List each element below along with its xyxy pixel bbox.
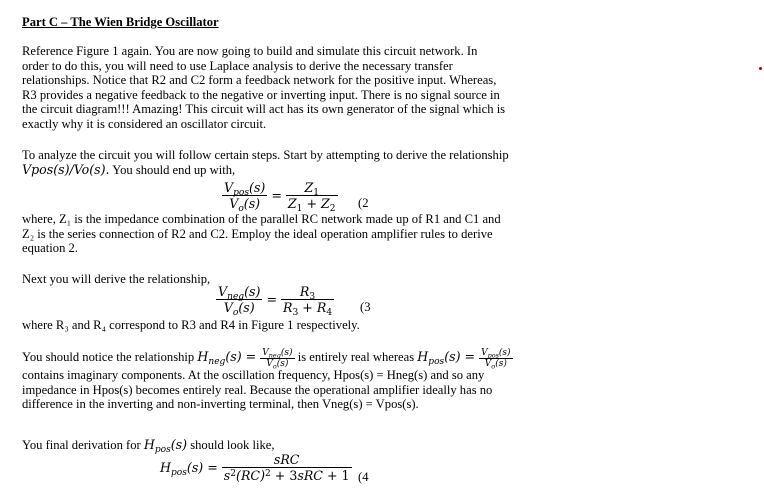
text-line: where R₃ and R₄ correspond to R3 and R4 in Figure 1 respectively.: [22, 318, 360, 332]
text-line: Z₂ is the series connection of R2 and C2. Employ the ideal operation amplifier rules to derive: [22, 226, 493, 241]
text-line: impedance in Hpos(s) becomes entirely real. Because the operational amplifier ideally has no: [22, 382, 493, 397]
resistor-paragraph: [22, 318, 532, 333]
intro-paragraph: [22, 44, 532, 132]
text-fragment: You final derivation for: [22, 438, 144, 452]
fraction-rhs: $\frac{\text{sRC}}{s^2(RC)^2 + 3sRC + 1}$: [223, 452, 350, 483]
text-line: You final derivation for $H_{pos}(s)$ should look like,: [22, 437, 275, 456]
fraction-lhs: $\frac{V_{neg}(s)}{V_o(s)}$: [218, 284, 261, 319]
text-line: where, Z₁ is the impedance combination of the parallel RC network made up of R1 and C1 and: [22, 212, 501, 226]
final-derivation-intro: [22, 437, 532, 456]
text-fragment: is entirely real whereas: [294, 350, 418, 364]
text-fragment: should look like,: [187, 438, 275, 452]
text-line: relationships. Notice that R2 and C2 form a feedback network for the positive input. Whereas,: [22, 73, 497, 88]
text-line: the circuit diagram!!! Amazing! This circuit will act has its own generator of the signal which is: [22, 102, 506, 117]
equation-number: (3: [360, 300, 371, 314]
text-line: order to do this, you will need to use Laplace analysis to derive the necessary transfer: [22, 58, 453, 73]
text-line: difference in the inverting and non-inverting terminal, then Vneg(s) = Vpos(s).: [22, 397, 419, 412]
text-line: You should notice the relationship $H_{neg}(s)$ = $\frac{V_{neg}(s)}{V_o(s)}$ is entirely real whereas $H_{pos}(s)$ = $\frac{V_{pos}(s)}{V_o(s)}$: [22, 347, 511, 370]
section-heading: Part C – The Wien Bridge Oscillator: [22, 15, 219, 29]
analysis-paragraph: [22, 148, 532, 177]
ratio-expression: Vpos(s)/Vo(s).: [22, 161, 110, 177]
equation-number: (2: [358, 196, 369, 210]
text-line: equation 2.: [22, 241, 78, 256]
text-line: contains imaginary components. At the oscillation frequency, Hpos(s) = Hneg(s) and so any: [22, 368, 485, 382]
text-line: Next you will derive the relationship,: [22, 272, 211, 286]
text-fragment: You should end up with,: [109, 162, 236, 177]
text-fragment: You should notice the relationship: [22, 350, 198, 364]
stray-mark: [759, 67, 762, 70]
text-line: [22, 163, 532, 178]
transfer-paragraph: [22, 346, 532, 412]
text-line: To analyze the circuit you will follow certain steps. Start by attempting to derive the relationship: [22, 148, 509, 162]
text-line: Reference Figure 1 again. You are now going to build and simulate this circuit network. In: [22, 44, 478, 58]
small-fraction: $\frac{V_{neg}(s)}{V_o(s)}$: [262, 347, 293, 370]
equation-4: $H_{pos}(s)$ = $\frac{\text{sRC}}{s^2(RC)^2 + 3sRC + 1}$: [160, 452, 350, 483]
fraction-rhs: $\frac{Z_1}{Z_1 + Z_2}$: [287, 180, 336, 215]
text-line: exactly why it is considered an oscillator circuit.: [22, 116, 267, 131]
small-fraction: $\frac{V_{pos}(s)}{V_o(s)}$: [481, 347, 511, 370]
equation-2: $\frac{V_{pos}(s)}{V_o(s)}$ = $\frac{Z_1}{Z_1 + Z_2}$: [224, 180, 336, 215]
equation-3: $\frac{V_{neg}(s)}{V_o(s)}$ = $\frac{R_3}{R_3 + R_4}$: [218, 284, 333, 319]
fraction-lhs: $\frac{V_{pos}(s)}{V_o(s)}$: [224, 180, 266, 215]
text-line: R3 provides a negative feedback to the negative or inverting input. There is no signal source in: [22, 87, 500, 102]
impedance-paragraph: [22, 212, 532, 256]
equation-number: (4: [358, 470, 369, 484]
fraction-rhs: $\frac{R_3}{R_3 + R_4}$: [283, 284, 333, 319]
